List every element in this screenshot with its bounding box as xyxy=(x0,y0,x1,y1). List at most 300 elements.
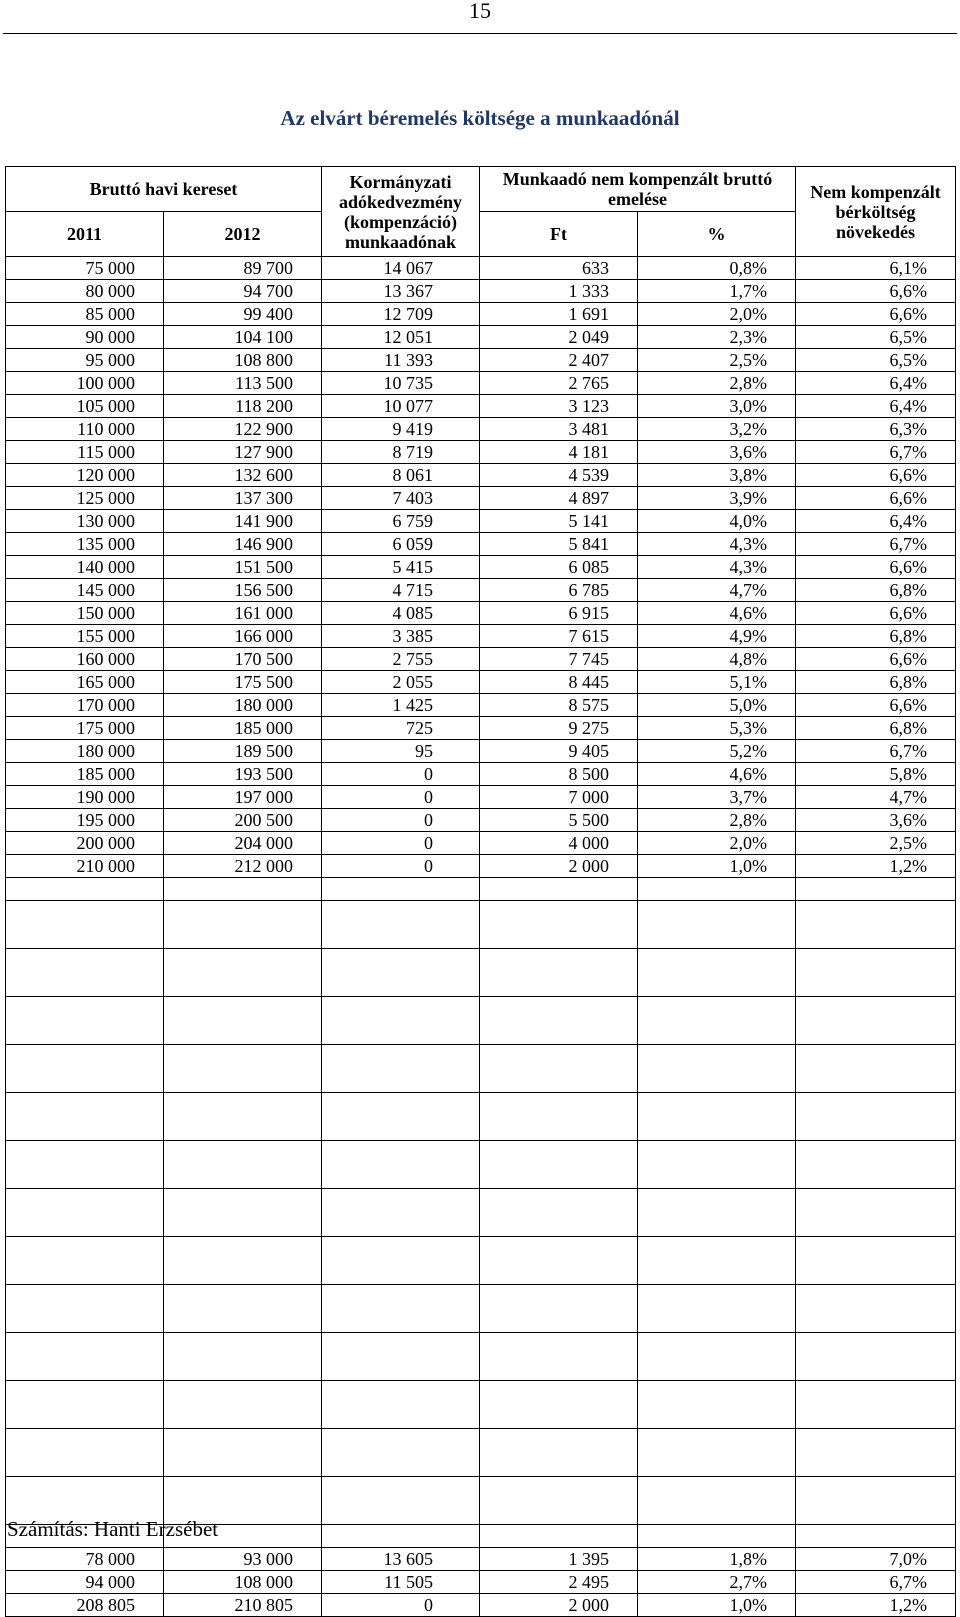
table-cell: 2 765 xyxy=(480,372,638,395)
empty-cell xyxy=(6,1093,164,1141)
empty-cell xyxy=(322,1477,480,1525)
empty-row xyxy=(6,1045,956,1093)
table-cell: 125 000 xyxy=(6,487,164,510)
table-cell: 105 000 xyxy=(6,395,164,418)
table-cell: 185 000 xyxy=(164,717,322,740)
table-cell: 0,8% xyxy=(638,257,796,280)
table-cell: 6,8% xyxy=(796,717,956,740)
page-title: Az elvárt béremelés költsége a munkaadónál xyxy=(280,106,680,130)
empty-cell xyxy=(164,901,322,949)
table-cell: 6,6% xyxy=(796,487,956,510)
empty-cell xyxy=(638,997,796,1045)
table-cell: 210 000 xyxy=(6,855,164,878)
table-cell: 108 000 xyxy=(164,1571,322,1594)
table-cell: 189 500 xyxy=(164,740,322,763)
empty-cell xyxy=(164,997,322,1045)
table-cell: 1,8% xyxy=(638,1548,796,1571)
table-cell: 9 405 xyxy=(480,740,638,763)
empty-cell xyxy=(480,1285,638,1333)
empty-cell xyxy=(322,1189,480,1237)
table-cell: 2 495 xyxy=(480,1571,638,1594)
table-cell: 93 000 xyxy=(164,1548,322,1571)
empty-cell xyxy=(638,949,796,997)
table-cell: 95 xyxy=(322,740,480,763)
empty-cell xyxy=(6,1381,164,1429)
table-cell: 2,3% xyxy=(638,326,796,349)
table-cell: 151 500 xyxy=(164,556,322,579)
empty-cell xyxy=(480,1045,638,1093)
empty-cell xyxy=(480,878,638,901)
header-pct: % xyxy=(638,212,796,257)
empty-cell xyxy=(322,1045,480,1093)
table-cell: 212 000 xyxy=(164,855,322,878)
empty-cell xyxy=(6,1285,164,1333)
table-row xyxy=(6,855,956,878)
empty-cell xyxy=(480,1525,638,1548)
table-cell: 9 275 xyxy=(480,717,638,740)
empty-cell xyxy=(480,1333,638,1381)
table-cell: 130 000 xyxy=(6,510,164,533)
empty-cell xyxy=(796,1477,956,1525)
table-row xyxy=(6,694,956,717)
empty-cell xyxy=(796,1381,956,1429)
empty-cell xyxy=(322,878,480,901)
table-cell: 1 333 xyxy=(480,280,638,303)
empty-cell xyxy=(796,949,956,997)
table-cell: 1 691 xyxy=(480,303,638,326)
empty-cell xyxy=(6,1189,164,1237)
empty-cell xyxy=(480,1237,638,1285)
table-cell: 110 000 xyxy=(6,418,164,441)
empty-cell xyxy=(796,1189,956,1237)
table-cell: 3 123 xyxy=(480,395,638,418)
table-cell: 2,8% xyxy=(638,809,796,832)
table-cell: 2,5% xyxy=(796,832,956,855)
table-row xyxy=(6,464,956,487)
table-row xyxy=(6,602,956,625)
empty-cell xyxy=(638,901,796,949)
header-employer-raise: Munkaadó nem kompenzált bruttó emelése xyxy=(480,167,796,212)
table-cell: 146 900 xyxy=(164,533,322,556)
table-cell: 197 000 xyxy=(164,786,322,809)
table-row xyxy=(6,349,956,372)
table-cell: 1,2% xyxy=(796,855,956,878)
table-row xyxy=(6,556,956,579)
table-cell: 2,5% xyxy=(638,349,796,372)
empty-cell xyxy=(322,949,480,997)
table-cell: 204 000 xyxy=(164,832,322,855)
empty-row xyxy=(6,1237,956,1285)
table-cell: 4,6% xyxy=(638,602,796,625)
table-cell: 1,0% xyxy=(638,1594,796,1617)
table-row xyxy=(6,671,956,694)
table-cell: 94 000 xyxy=(6,1571,164,1594)
table-cell: 6,6% xyxy=(796,303,956,326)
table-cell: 4 000 xyxy=(480,832,638,855)
table-cell: 6 785 xyxy=(480,579,638,602)
table-cell: 122 900 xyxy=(164,418,322,441)
table-cell: 2 049 xyxy=(480,326,638,349)
empty-cell xyxy=(638,1285,796,1333)
table-cell: 4,0% xyxy=(638,510,796,533)
table-cell: 6,3% xyxy=(796,418,956,441)
empty-row xyxy=(6,997,956,1045)
table-cell: 208 805 xyxy=(6,1594,164,1617)
empty-row xyxy=(6,878,956,901)
table-cell: 6,4% xyxy=(796,372,956,395)
table-cell: 104 100 xyxy=(164,326,322,349)
empty-cell xyxy=(638,1381,796,1429)
table-cell: 6 759 xyxy=(322,510,480,533)
empty-cell xyxy=(322,1333,480,1381)
empty-cell xyxy=(480,1477,638,1525)
table-cell: 4 181 xyxy=(480,441,638,464)
table-cell: 5,3% xyxy=(638,717,796,740)
table-cell: 6,4% xyxy=(796,510,956,533)
table-cell: 175 500 xyxy=(164,671,322,694)
table-cell: 150 000 xyxy=(6,602,164,625)
table-cell: 161 000 xyxy=(164,602,322,625)
empty-cell xyxy=(638,1141,796,1189)
empty-cell xyxy=(796,1093,956,1141)
table-cell: 180 000 xyxy=(6,740,164,763)
empty-cell xyxy=(796,1141,956,1189)
table-cell: 0 xyxy=(322,763,480,786)
empty-cell xyxy=(480,1093,638,1141)
empty-cell xyxy=(796,1285,956,1333)
table-cell: 193 500 xyxy=(164,763,322,786)
empty-cell xyxy=(796,878,956,901)
empty-cell xyxy=(322,1525,480,1548)
table-cell: 5 841 xyxy=(480,533,638,556)
table-cell: 195 000 xyxy=(6,809,164,832)
empty-cell xyxy=(6,1429,164,1477)
table-row xyxy=(6,625,956,648)
empty-cell xyxy=(480,949,638,997)
table-cell: 6,5% xyxy=(796,349,956,372)
table-cell: 1 395 xyxy=(480,1548,638,1571)
table-row xyxy=(6,648,956,671)
table-cell: 13 605 xyxy=(322,1548,480,1571)
empty-cell xyxy=(480,901,638,949)
table-cell: 11 505 xyxy=(322,1571,480,1594)
table-cell: 78 000 xyxy=(6,1548,164,1571)
table-cell: 5,1% xyxy=(638,671,796,694)
table-cell: 6,7% xyxy=(796,533,956,556)
table-row xyxy=(6,1571,956,1594)
table-cell: 4,7% xyxy=(796,786,956,809)
empty-cell xyxy=(638,878,796,901)
table-cell: 3,8% xyxy=(638,464,796,487)
table-cell: 6,8% xyxy=(796,579,956,602)
table-cell: 141 900 xyxy=(164,510,322,533)
empty-row xyxy=(6,1429,956,1477)
table-cell: 137 300 xyxy=(164,487,322,510)
empty-row xyxy=(6,1381,956,1429)
table-cell: 1,2% xyxy=(796,1594,956,1617)
empty-row xyxy=(6,1141,956,1189)
empty-cell xyxy=(164,1141,322,1189)
table-cell: 4,3% xyxy=(638,533,796,556)
table-cell: 3,6% xyxy=(638,441,796,464)
table-cell: 5,2% xyxy=(638,740,796,763)
empty-cell xyxy=(164,1381,322,1429)
empty-cell xyxy=(322,1237,480,1285)
table-cell: 2,0% xyxy=(638,832,796,855)
table-row xyxy=(6,533,956,556)
table-cell: 6,6% xyxy=(796,280,956,303)
table-row xyxy=(6,418,956,441)
table-row xyxy=(6,395,956,418)
table-cell: 633 xyxy=(480,257,638,280)
empty-cell xyxy=(164,1237,322,1285)
table-cell: 190 000 xyxy=(6,786,164,809)
table-cell: 0 xyxy=(322,855,480,878)
table-cell: 170 000 xyxy=(6,694,164,717)
table-cell: 5 415 xyxy=(322,556,480,579)
empty-cell xyxy=(638,1477,796,1525)
empty-cell xyxy=(6,949,164,997)
table-cell: 14 067 xyxy=(322,257,480,280)
table-cell: 1,7% xyxy=(638,280,796,303)
header-year-2012: 2012 xyxy=(164,212,322,257)
header-rule xyxy=(3,33,957,34)
table-cell: 2,8% xyxy=(638,372,796,395)
table-cell: 4 715 xyxy=(322,579,480,602)
empty-cell xyxy=(164,1093,322,1141)
table-cell: 6,6% xyxy=(796,464,956,487)
table-cell: 108 800 xyxy=(164,349,322,372)
empty-cell xyxy=(638,1429,796,1477)
table-cell: 6,5% xyxy=(796,326,956,349)
empty-cell xyxy=(6,1237,164,1285)
empty-cell xyxy=(480,997,638,1045)
table-cell: 11 393 xyxy=(322,349,480,372)
empty-cell xyxy=(322,1093,480,1141)
table-row xyxy=(6,579,956,602)
empty-row xyxy=(6,1189,956,1237)
empty-cell xyxy=(164,1333,322,1381)
empty-cell xyxy=(6,1141,164,1189)
table-cell: 2 755 xyxy=(322,648,480,671)
data-table xyxy=(5,166,956,1617)
table-row xyxy=(6,280,956,303)
table-row xyxy=(6,372,956,395)
table-cell: 12 051 xyxy=(322,326,480,349)
table-cell: 6,6% xyxy=(796,602,956,625)
table-cell: 3,0% xyxy=(638,395,796,418)
empty-cell xyxy=(480,1381,638,1429)
header-ft: Ft xyxy=(480,212,638,257)
empty-cell xyxy=(796,1237,956,1285)
table-cell: 6,8% xyxy=(796,625,956,648)
table-row xyxy=(6,303,956,326)
table-cell: 180 000 xyxy=(164,694,322,717)
table-cell: 175 000 xyxy=(6,717,164,740)
empty-cell xyxy=(6,1045,164,1093)
table-cell: 725 xyxy=(322,717,480,740)
header-row xyxy=(6,167,956,212)
table-cell: 200 500 xyxy=(164,809,322,832)
header-cost-growth: Nem kompenzált bérköltség növekedés xyxy=(796,167,956,257)
table-cell: 7 615 xyxy=(480,625,638,648)
table-cell: 0 xyxy=(322,832,480,855)
empty-cell xyxy=(480,1141,638,1189)
empty-cell xyxy=(164,1045,322,1093)
table-row xyxy=(6,786,956,809)
empty-cell xyxy=(796,997,956,1045)
table-row xyxy=(6,510,956,533)
table-cell: 90 000 xyxy=(6,326,164,349)
table-cell: 115 000 xyxy=(6,441,164,464)
table-cell: 6 059 xyxy=(322,533,480,556)
empty-cell xyxy=(480,1189,638,1237)
table-cell: 132 600 xyxy=(164,464,322,487)
table-cell: 13 367 xyxy=(322,280,480,303)
empty-cell xyxy=(638,1333,796,1381)
table-cell: 200 000 xyxy=(6,832,164,855)
summary-body xyxy=(6,1548,956,1617)
table-cell: 6 915 xyxy=(480,602,638,625)
table-row xyxy=(6,1548,956,1571)
table-cell: 135 000 xyxy=(6,533,164,556)
table-cell: 4 539 xyxy=(480,464,638,487)
empty-cell xyxy=(638,1525,796,1548)
table-cell: 6,4% xyxy=(796,395,956,418)
table-cell: 170 500 xyxy=(164,648,322,671)
table-cell: 7 000 xyxy=(480,786,638,809)
empty-cell xyxy=(322,1429,480,1477)
table-cell: 75 000 xyxy=(6,257,164,280)
table-cell: 6,7% xyxy=(796,740,956,763)
empty-row xyxy=(6,901,956,949)
empty-cell xyxy=(6,997,164,1045)
table-cell: 0 xyxy=(322,1594,480,1617)
table-cell: 3 481 xyxy=(480,418,638,441)
empty-cell xyxy=(796,1045,956,1093)
table-cell: 6,6% xyxy=(796,694,956,717)
table-cell: 4,8% xyxy=(638,648,796,671)
empty-row xyxy=(6,1285,956,1333)
table-cell: 7 403 xyxy=(322,487,480,510)
table-cell: 3,7% xyxy=(638,786,796,809)
empty-cell xyxy=(480,1429,638,1477)
empty-cell xyxy=(796,901,956,949)
table-cell: 127 900 xyxy=(164,441,322,464)
empty-cell xyxy=(164,1285,322,1333)
table-cell: 8 575 xyxy=(480,694,638,717)
table-row xyxy=(6,809,956,832)
table-cell: 5,0% xyxy=(638,694,796,717)
table-cell: 95 000 xyxy=(6,349,164,372)
table-row xyxy=(6,1594,956,1617)
empty-cell xyxy=(164,949,322,997)
table-cell: 165 000 xyxy=(6,671,164,694)
empty-cell xyxy=(164,1429,322,1477)
table-cell: 120 000 xyxy=(6,464,164,487)
empty-cell xyxy=(796,1429,956,1477)
table-cell: 12 709 xyxy=(322,303,480,326)
empty-cell xyxy=(796,1525,956,1548)
empty-cell xyxy=(796,1333,956,1381)
table-cell: 1 425 xyxy=(322,694,480,717)
table-cell: 145 000 xyxy=(6,579,164,602)
table-cell: 8 719 xyxy=(322,441,480,464)
table-cell: 3 385 xyxy=(322,625,480,648)
table-cell: 5 141 xyxy=(480,510,638,533)
footer-note: Számítás: Hanti Erzsébet xyxy=(7,1517,219,1541)
table-cell: 6,8% xyxy=(796,671,956,694)
table-cell: 4,3% xyxy=(638,556,796,579)
table-row xyxy=(6,326,956,349)
table-row xyxy=(6,740,956,763)
page-number: 15 xyxy=(469,0,491,23)
table-row xyxy=(6,717,956,740)
table-row xyxy=(6,257,956,280)
table-cell: 85 000 xyxy=(6,303,164,326)
table-cell: 8 445 xyxy=(480,671,638,694)
empty-cell xyxy=(638,1093,796,1141)
table-cell: 210 805 xyxy=(164,1594,322,1617)
empty-cell xyxy=(322,1381,480,1429)
table-cell: 6,6% xyxy=(796,556,956,579)
table-cell: 1,0% xyxy=(638,855,796,878)
empty-cell xyxy=(638,1045,796,1093)
table-cell: 2,0% xyxy=(638,303,796,326)
empty-cell xyxy=(638,1237,796,1285)
empty-row xyxy=(6,1093,956,1141)
table-cell: 118 200 xyxy=(164,395,322,418)
table-cell: 3,6% xyxy=(796,809,956,832)
empty-cell xyxy=(322,901,480,949)
table-cell: 6,7% xyxy=(796,441,956,464)
empty-cell xyxy=(164,878,322,901)
table-cell: 6,6% xyxy=(796,648,956,671)
table-cell: 80 000 xyxy=(6,280,164,303)
table-cell: 0 xyxy=(322,809,480,832)
table-cell: 10 735 xyxy=(322,372,480,395)
empty-cell xyxy=(164,1189,322,1237)
table-cell: 2 000 xyxy=(480,1594,638,1617)
table-cell: 2,7% xyxy=(638,1571,796,1594)
table-cell: 6,7% xyxy=(796,1571,956,1594)
table-cell: 7 745 xyxy=(480,648,638,671)
empty-cell xyxy=(6,901,164,949)
table-cell: 9 419 xyxy=(322,418,480,441)
empty-row xyxy=(6,949,956,997)
header-gross-monthly: Bruttó havi kereset xyxy=(6,167,322,212)
empty-cell xyxy=(322,1141,480,1189)
table-cell: 4,7% xyxy=(638,579,796,602)
empty-cell xyxy=(322,1285,480,1333)
table-cell: 3,9% xyxy=(638,487,796,510)
empty-cell xyxy=(6,1333,164,1381)
table-cell: 4 897 xyxy=(480,487,638,510)
table-cell: 3,2% xyxy=(638,418,796,441)
table-cell: 0 xyxy=(322,786,480,809)
table-body xyxy=(6,257,956,878)
header-year-2011: 2011 xyxy=(6,212,164,257)
empty-area xyxy=(6,878,956,1548)
empty-cell xyxy=(322,997,480,1045)
table-cell: 5 500 xyxy=(480,809,638,832)
table-cell: 4,9% xyxy=(638,625,796,648)
table-cell: 2 055 xyxy=(322,671,480,694)
table-cell: 94 700 xyxy=(164,280,322,303)
table-cell: 10 077 xyxy=(322,395,480,418)
table-cell: 100 000 xyxy=(6,372,164,395)
table-cell: 2 000 xyxy=(480,855,638,878)
